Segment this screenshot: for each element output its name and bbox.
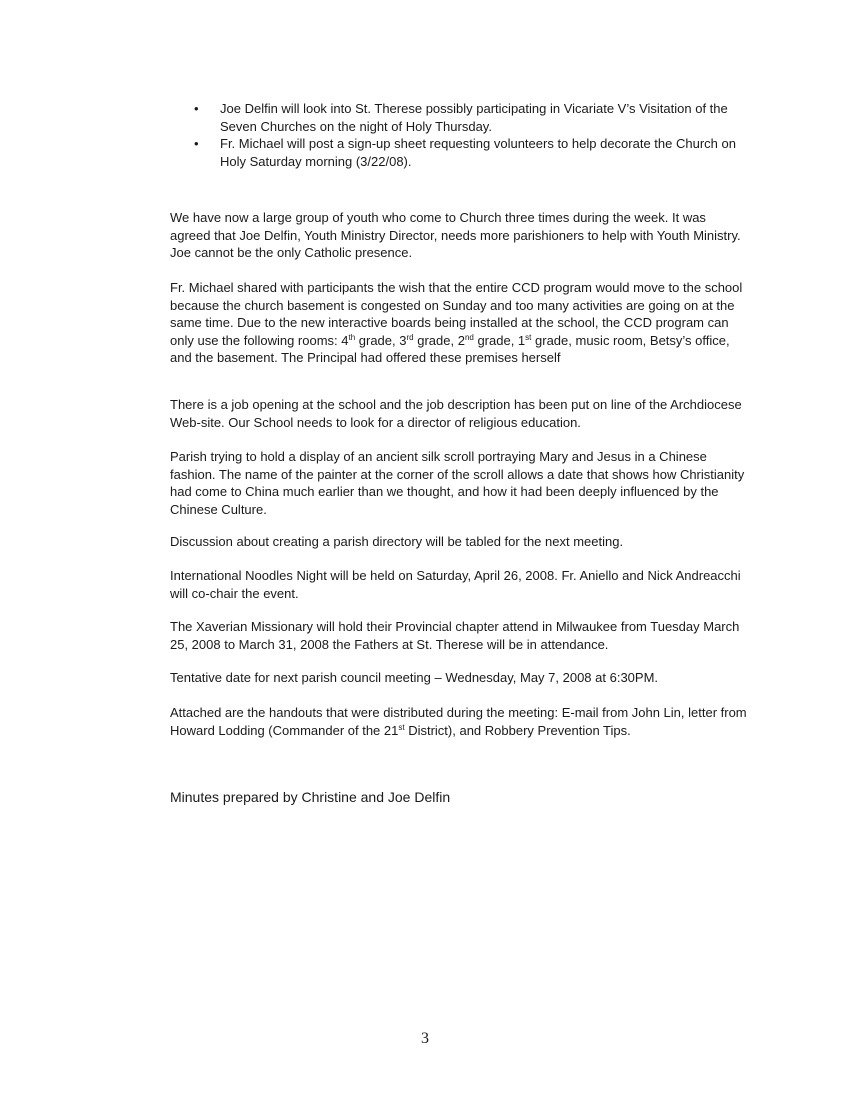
bullet-item: • Joe Delfin will look into St. Therese possibly participating in Vicariate V’s Visitation of the Seven Churches on the night of Holy Thursday. xyxy=(194,101,728,134)
action-items-list xyxy=(180,100,740,170)
bullet-item: • Fr. Michael will post a sign-up sheet requesting volunteers to help decorate the Church on Holy Saturday morning (3/22/08). xyxy=(194,136,736,169)
paragraph-ccd-program: Fr. Michael shared with participants the wish that the entire CCD program would move to the school because the church basement is congested on Sunday and too many activities are going on at the same time. Due to the new interactive boards being installed at the school, the CCD program can only use the following rooms: 4th grade, 3rd grade, 2nd grade, 1st grade, music room, Betsy’s office, and the basement. The Principal had offered these premises herself xyxy=(170,280,743,365)
paragraph-noodles-night: International Noodles Night will be held on Saturday, April 26, 2008. Fr. Aniello and Nick Andreacchi will co-chair the event. xyxy=(170,568,741,601)
paragraph-xaverian: The Xaverian Missionary will hold their Provincial chapter attend in Milwaukee from Tuesday March 25, 2008 to March 31, 2008 the Fathers at St. Therese will be in attendance. xyxy=(170,619,740,652)
paragraph-attachments: Attached are the handouts that were distributed during the meeting: E-mail from John Lin, letter from Howard Lodding (Commander of the 21st District), and Robbery Prevention Tips. xyxy=(170,705,747,738)
paragraph-parish-directory: Discussion about creating a parish directory will be tabled for the next meeting. xyxy=(170,534,624,549)
page-number: 3 xyxy=(421,1030,429,1047)
bullet-icon: • xyxy=(194,101,199,116)
minutes-signature: Minutes prepared by Christine and Joe Delfin xyxy=(170,789,451,805)
paragraph-job-opening: There is a job opening at the school and the job description has been put on line of the Archdiocese Web-site. Our School needs to look for a director of religious education. xyxy=(170,397,742,430)
paragraph-youth-ministry: We have now a large group of youth who come to Church three times during the week. It was agreed that Joe Delfin, Youth Ministry Director, needs more parishioners to help with Youth Ministry. Joe cannot be the only Catholic presence. xyxy=(170,210,741,260)
paragraph-next-meeting: Tentative date for next parish council meeting – Wednesday, May 7, 2008 at 6:30PM. xyxy=(170,670,659,685)
paragraph-silk-scroll: Parish trying to hold a display of an ancient silk scroll portraying Mary and Jesus in a Chinese fashion. The name of the painter at the corner of the scroll allows a date that shows how Christianity had come to China much earlier than we thought, and how it had been deeply influenced by the Chinese Culture. xyxy=(170,449,745,517)
bullet-icon: • xyxy=(194,136,199,151)
